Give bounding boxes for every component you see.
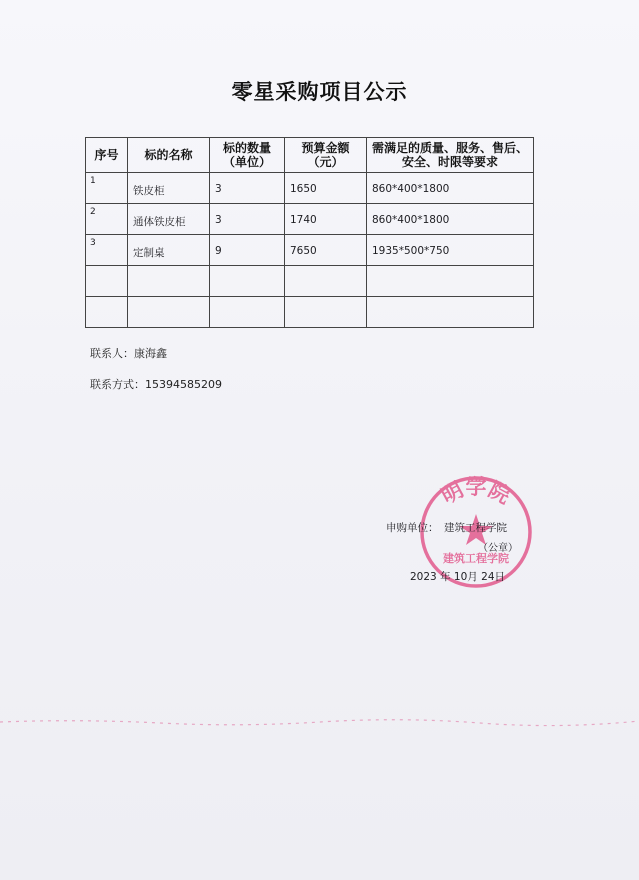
seal-note: （公章） [478,543,518,554]
applicant-label: 申购单位： [386,522,439,534]
date-month-unit: 月 [467,571,478,583]
contact-person: 康海鑫 [134,347,167,360]
stamp-bottom-text: 建筑工程学院 [443,552,509,565]
date-line [410,569,505,584]
applicant-name: 建筑工程学院 [444,522,507,534]
table-row [86,235,534,266]
contact-method-line [90,376,222,392]
date-day-unit: 日 [494,571,506,583]
header-budget: 预算金额 （元） [285,138,367,173]
cell-requirements: 1935*500*750 [372,245,450,257]
table-row-empty [86,297,534,328]
header-name: 标的名称 [128,138,210,173]
contact-person-line [90,345,167,361]
contact-person-label: 联系人： [90,347,134,360]
header-requirements: 需满足的质量、服务、售后、 安全、时限等要求 [367,138,534,173]
paper-crease-mark [0,717,639,727]
table-header-row [86,138,534,173]
contact-phone: 15394585209 [145,378,222,391]
cell-budget: 1650 [290,183,317,195]
cell-quantity: 3 [215,214,222,226]
contact-method-label: 联系方式： [90,378,145,391]
table-row [86,173,534,204]
cell-budget: 7650 [290,245,317,257]
header-quantity: 标的数量 （单位） [210,138,285,173]
page-title: 零星采购项目公示 [231,80,408,104]
cell-name: 定制桌 [133,247,165,259]
svg-text:明学院 [438,475,515,509]
table-row [86,204,534,235]
cell-quantity: 9 [215,245,222,257]
date-year: 2023 [410,571,437,583]
procurement-table [85,137,534,328]
date-month: 10 [453,571,468,583]
cell-no: 3 [90,238,96,248]
cell-quantity: 3 [215,183,222,195]
stamp-top-text: 明学院 [437,475,515,509]
cell-requirements: 860*400*1800 [372,183,450,195]
cell-no: 2 [90,207,96,217]
header-no: 序号 [86,138,128,173]
cell-requirements: 860*400*1800 [372,214,450,226]
cell-name: 通体铁皮柜 [133,216,186,228]
date-year-unit: 年 [440,571,451,583]
cell-budget: 1740 [290,214,317,226]
cell-name: 铁皮柜 [133,185,165,197]
table-row-empty [86,266,534,297]
date-day: 24 [481,571,495,583]
cell-no: 1 [90,176,96,186]
